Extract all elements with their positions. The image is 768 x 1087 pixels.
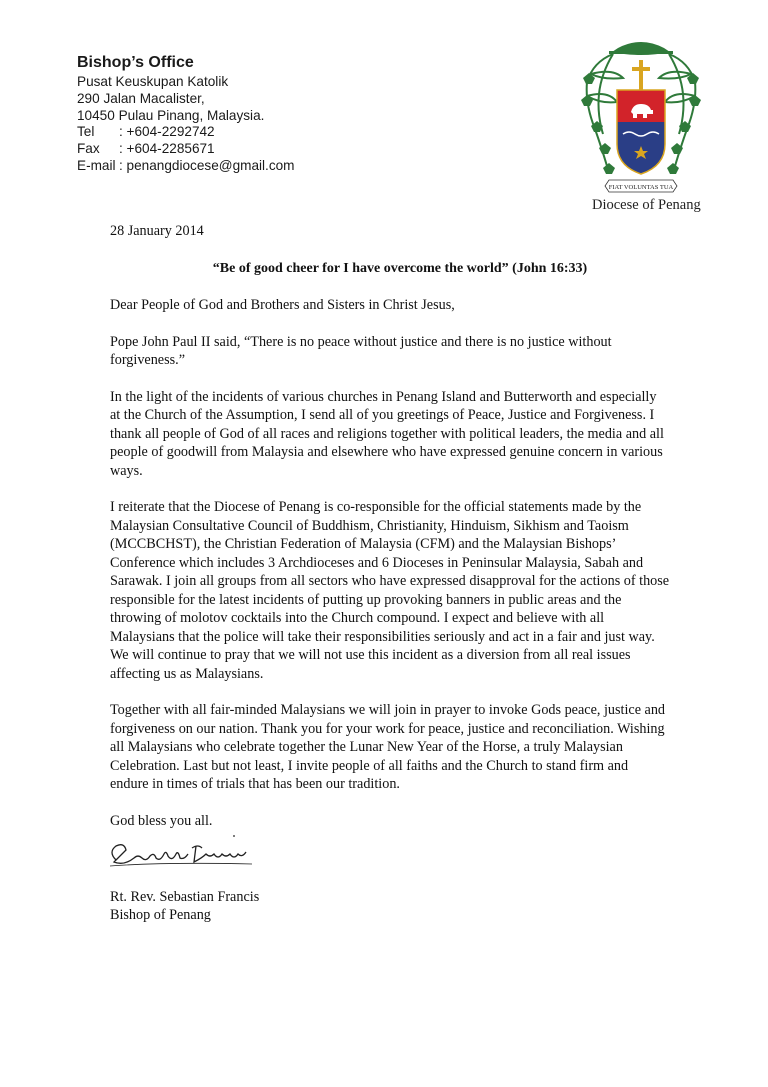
contact-fax [77, 141, 295, 158]
contact-label: Fax [77, 141, 100, 157]
closing-line: God bless you all. [110, 812, 213, 829]
motto-text: FIAT VOLUNTAS TUA [608, 184, 674, 191]
address-line: 10450 Pulau Pinang, Malaysia. [77, 107, 265, 123]
contact-label: Tel [77, 124, 95, 140]
paragraph: Pope John Paul II said, “There is no peace without justice and there is no justice without forgiveness.” [110, 333, 612, 368]
contact-email [77, 158, 295, 175]
diocese-name: Diocese of Penang [592, 197, 701, 213]
letter-date: 28 January 2014 [110, 223, 204, 239]
paragraph: I reiterate that the Diocese of Penang is co-responsible for the official statements made by the Malaysian Consultative Council of Buddhism, Christianity, Hinduism, Sikhism and Taoism (MCCBCHST), the Christian Federation of Malaysia (CFM) and the Malaysian Bishops’ Conference which includes 3 Archdioceses and 6 Dioceses in Peninsular Malaysia, Sabah and Sarawak. I join all groups from all sectors who have expressed disapproval for the actions of those responsible for the latest incidents of putting up provoking banners in public areas and the throwing of molotov cocktails into the Church compound. I expect and believe with all Malaysians that the police will take their responsibilities seriously and act in a fair and just way. We will continue to pray that we will not use this incident as a diversion from all real issues affecting us as Malaysians. [110, 499, 670, 682]
scripture-quote: “Be of good cheer for I have overcome the world” (John 16:33) [212, 260, 588, 276]
office-title: Bishop’s Office [77, 54, 194, 71]
contact-tel [77, 124, 295, 141]
cross-icon [632, 60, 650, 90]
handwritten-signature [106, 832, 256, 876]
address-line: 290 Jalan Macalister, [77, 90, 205, 106]
signatory-title: Bishop of Penang [110, 907, 211, 923]
address-line: Pusat Keuskupan Katolik [77, 74, 229, 89]
contact-value: : penangdiocese@gmail.com [119, 157, 295, 173]
diocese-coat-of-arms [573, 34, 709, 222]
paragraph: In the light of the incidents of various churches in Penang Island and Butterworth and especially at the Church of the Assumption, I send all of you greetings of Peace, Justice and Forgiveness. I thank all people of God of all races and religions together with political leaders, the media and all people of goodwill from Malaysia and elsewhere who have expressed genuine concern in various ways. [110, 388, 664, 479]
contact-value: : +604-2292742 [119, 124, 215, 140]
contact-value: : +604-2285671 [119, 141, 215, 157]
letterhead [77, 53, 295, 175]
signatory-name: Rt. Rev. Sebastian Francis [110, 888, 260, 905]
salutation: Dear People of God and Brothers and Sisters in Christ Jesus, [110, 297, 455, 313]
letter-body [110, 222, 670, 925]
contact-label: E-mail [77, 157, 116, 173]
paragraph: Together with all fair-minded Malaysians we will join in prayer to invoke Gods peace, justice and forgiveness on our nation. Thank you for your work for peace, justice and reconciliation. Wishing all Malaysians who celebrate together the Lunar New Year of the Horse, a truly Malaysian Celebration. Last but not least, I invite people of all faiths and the Church to stand firm and endure in times of trials that has been our tradition. [110, 702, 666, 792]
